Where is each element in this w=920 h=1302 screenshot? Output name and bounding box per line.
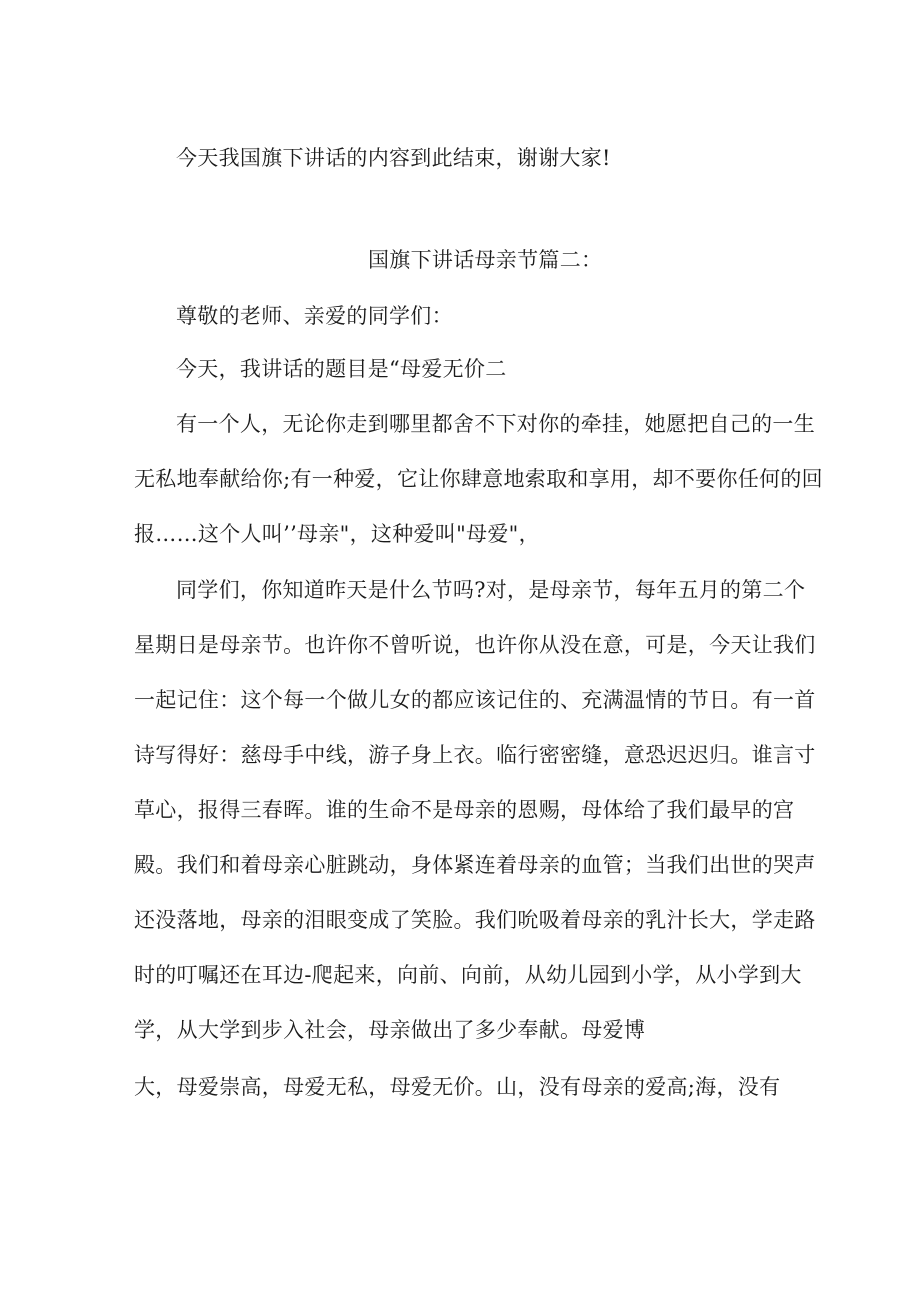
paragraph-2-line-9: 学，从大学到步入社会，母亲做出了多少奉献。母爱博 [134,1018,646,1042]
paragraph-1-line-3: 报……这个人叫’’母亲"，这种爱叫"母爱"， [134,522,540,546]
greeting-line: 尊敬的老师、亲爱的同学们： [176,304,453,328]
paragraph-2-line-6: 殿。我们和着母亲心脏跳动，身体紧连着母亲的血管；当我们出世的哭声 [134,853,816,877]
paragraph-1-line-2: 无私地奉献给你;有一种爱，它让你肆意地索取和享用，却不要你任何的回 [134,467,823,491]
paragraph-2-line-4: 诗写得好：慈母手中线，游子身上衣。临行密密缝，意恐迟迟归。谁言寸 [134,743,816,767]
closing-line: 今天我国旗下讲话的内容到此结束，谢谢大家! [176,146,611,170]
paragraph-2-line-7: 还没落地，母亲的泪眼变成了笑脸。我们吮吸着母亲的乳汁长大，学走路 [134,908,816,932]
paragraph-2-line-3: 一起记住：这个每一个做儿女的都应该记住的、充满温情的节日。有一首 [134,688,816,712]
section-title: 国旗下讲话母亲节篇二： [368,248,603,272]
paragraph-2-line-5: 草心，报得三春晖。谁的生命不是母亲的恩赐，母体给了我们最早的宫 [134,798,795,822]
paragraph-2-line-1: 同学们，你知道昨天是什么节吗?对，是母亲节，每年五月的第二个 [176,578,806,602]
paragraph-3-line-1: 大，母爱崇高，母爱无私，母爱无价。山，没有母亲的爱高;海，没有 [134,1075,781,1099]
paragraph-2-line-8: 时的叮嘱还在耳边-爬起来，向前、向前，从幼儿园到小学，从小学到大 [134,963,802,987]
paragraph-2-line-2: 星期日是母亲节。也许你不曾听说，也许你从没在意，可是，今天让我们 [134,633,816,657]
topic-line: 今天，我讲话的题目是“母爱无价二 [176,357,507,381]
paragraph-1-line-1: 有一个人，无论你走到哪里都舍不下对你的牵挂，她愿把自己的一生 [176,412,815,436]
